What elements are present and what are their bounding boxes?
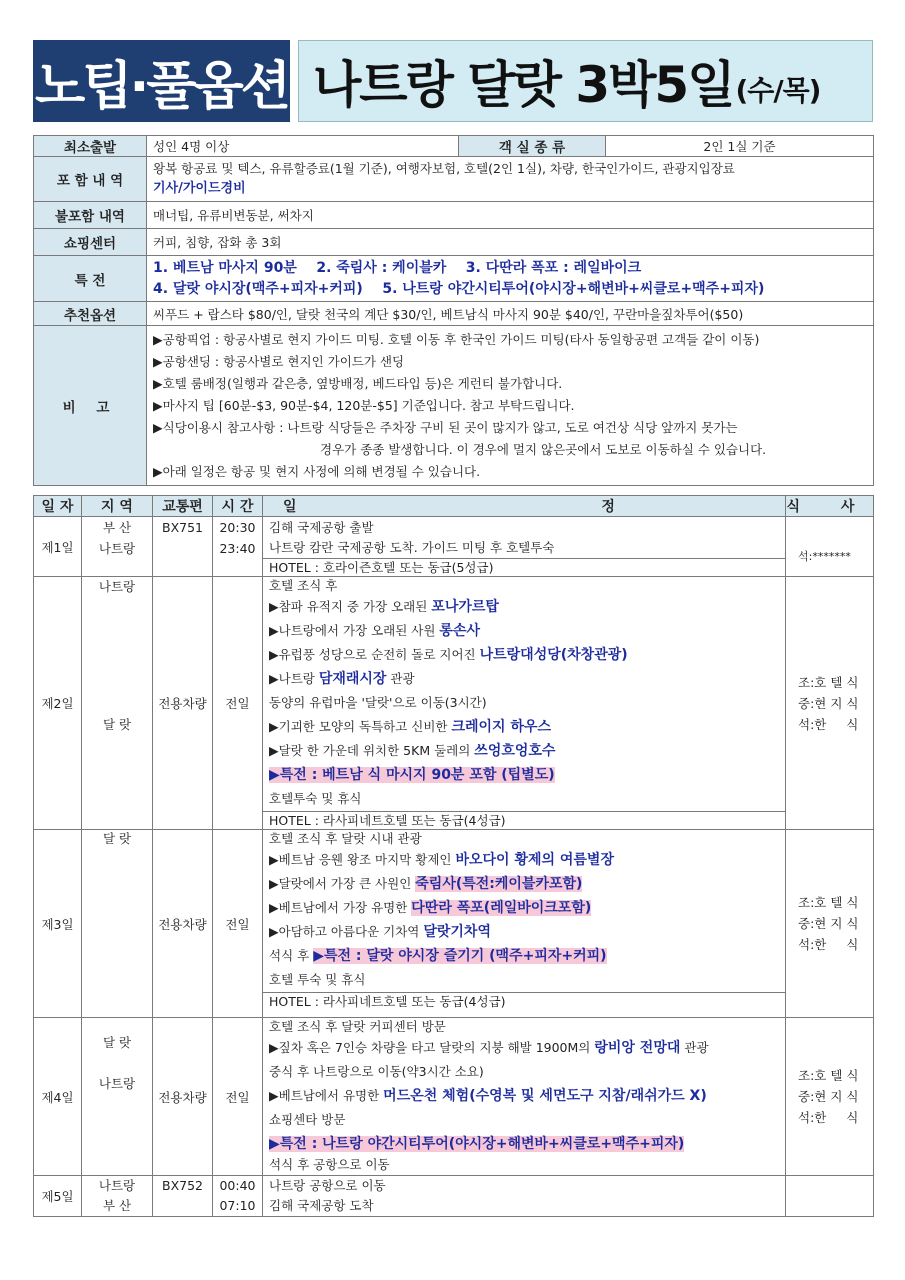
tour-title	[298, 40, 873, 122]
note-line: ▶아래 일정은 항공 및 현지 사정에 의해 변경될 수 있습니다.	[153, 463, 481, 479]
itinerary-line	[269, 944, 779, 968]
day-meal	[786, 1018, 874, 1176]
itinerary-line: 나트랑 공항으로 이동	[269, 1178, 386, 1193]
itinerary-line: 나트랑 캄란 국제공항 도착. 가이드 미팅 후 호텔투숙	[269, 540, 555, 555]
day-itinerary	[263, 577, 786, 830]
time: 20:30	[219, 520, 256, 535]
highlight: 나트랑대성당(차창관광)	[479, 647, 628, 663]
day-row	[34, 517, 874, 577]
special-highlight: ▶특전 : 나트랑 야간시티투어(야시장+해변바+씨클로+맥주+피자)	[269, 1136, 685, 1152]
day-region	[82, 1018, 153, 1176]
day-meal	[786, 1176, 874, 1217]
day-time	[213, 517, 263, 577]
highlight: 바오다이 황제의 여름별장	[455, 852, 614, 868]
itinerary-line: 쇼핑센타 방문	[269, 1112, 346, 1127]
day-transport: BX751	[153, 517, 213, 577]
col-meal	[786, 496, 874, 517]
note-line: ▶식당이용시 참고사항 : 나트랑 식당들은 주차장 구비 된 곳이 많지가 않고, 도로 여건상 식당 앞까지 못가는	[153, 419, 738, 435]
meal: 중:현 지 식	[798, 916, 859, 931]
day-time: 전일	[213, 1018, 263, 1176]
text: ▶짚차 혹은 7인승 차량을 타고 달랏의 지붕 해발 1900M의	[269, 1040, 595, 1055]
option-label: 추천옵션	[34, 302, 147, 326]
included-value	[147, 157, 874, 202]
special-highlight: ▶특전 : 달랏 야시장 즐기기 (맥주+피자+커피)	[313, 948, 607, 964]
room-type-label: 객 실 종 류	[459, 136, 606, 157]
region: 달 랏	[102, 1035, 132, 1050]
included-extra: 기사/가이드경비	[153, 181, 246, 196]
col-itinerary	[263, 496, 786, 517]
meal: 중:현 지 식	[798, 1089, 859, 1104]
time: 23:40	[219, 541, 256, 556]
text: 관광	[680, 1040, 709, 1055]
highlight: 크레이지 하우스	[451, 719, 552, 735]
highlight: 달랏기차역	[423, 924, 491, 940]
itinerary-line	[269, 848, 779, 872]
day-row	[34, 1018, 874, 1176]
day-transport: BX752	[153, 1176, 213, 1217]
region: 나트랑	[98, 1076, 136, 1091]
shopping-value: 커피, 침향, 잡화 총 3회	[147, 229, 874, 256]
text: ▶참파 유적지 중 가장 오래된	[269, 599, 432, 614]
col-region: 지 역	[82, 496, 153, 517]
itinerary-line	[269, 1132, 779, 1156]
included-text: 왕복 항공료 및 텍스, 유류할증료(1월 기준), 여행자보험, 호텔(2인 1실), 차량, 한국인가이드, 관광지입장료	[153, 161, 735, 176]
highlight: 롱손사	[439, 623, 480, 639]
day-meal: 석:*******	[786, 517, 874, 577]
itinerary-line	[269, 715, 779, 739]
min-departure-label: 최소출발	[34, 136, 147, 157]
meal: 석:한 식	[798, 716, 859, 732]
special-line: 4. 달랏 야시장(맥주+피자+커피) 5. 나트랑 야간시티투어(야시장+해변바+씨클로+맥주+피자)	[153, 280, 765, 297]
day-label: 제3일	[34, 830, 82, 1018]
col-meal-text: 식 사	[786, 499, 873, 515]
region: 달 랏	[102, 717, 132, 732]
region: 나트랑	[98, 579, 136, 594]
day-label: 제1일	[34, 517, 82, 577]
text: ▶베트남에서 유명한	[269, 1088, 384, 1103]
note-line: 경우가 종종 발생합니다. 이 경우에 멀지 않은곳에서 도보로 이동하실 수 있습니다.	[320, 441, 767, 457]
day-meal	[786, 577, 874, 830]
highlight: 랑비앙 전망대	[594, 1040, 681, 1056]
text: 석식 후	[269, 948, 314, 963]
region: 부 산	[102, 1198, 132, 1213]
itinerary-line	[269, 619, 779, 643]
day-time: 전일	[213, 577, 263, 830]
time: 07:10	[219, 1198, 256, 1213]
itinerary-line: 호텔투숙 및 휴식	[269, 791, 362, 806]
col-transport: 교통편	[153, 496, 213, 517]
min-departure-value: 성인 4명 이상	[147, 136, 459, 157]
notes-value	[147, 326, 874, 486]
itinerary-line	[269, 896, 779, 920]
day-row	[34, 577, 874, 830]
shopping-label: 쇼핑센터	[34, 229, 147, 256]
room-type-value: 2인 1실 기준	[606, 136, 874, 157]
text: ▶기괴한 모양의 독특하고 신비한	[269, 719, 452, 734]
special-highlight: ▶특전 : 베트남 식 마시지 90분 포함 (팁별도)	[269, 767, 555, 783]
schedule-table	[33, 495, 874, 1217]
day-transport: 전용차량	[153, 1018, 213, 1176]
meal: 조:호 텔 식	[798, 674, 859, 690]
day-transport: 전용차량	[153, 830, 213, 1018]
day-itinerary	[263, 517, 786, 577]
day-region	[82, 517, 153, 577]
text: ▶베트남 응웬 왕조 마지막 황제인	[269, 852, 456, 867]
day-row	[34, 830, 874, 1018]
day-row	[34, 1176, 874, 1217]
itinerary-line	[269, 1084, 779, 1108]
day-label: 제4일	[34, 1018, 82, 1176]
day-itinerary	[263, 1018, 786, 1176]
itinerary-line	[269, 643, 779, 667]
itinerary-line	[269, 763, 779, 787]
highlight: 다딴라 폭포(레일바이크포함)	[411, 900, 592, 916]
note-line: ▶호텔 룸배정(일행과 같은층, 옆방배정, 베드타입 등)은 게런티 불가합니다.	[153, 375, 563, 391]
itinerary-line: 호텔 투숙 및 휴식	[269, 972, 366, 987]
excluded-label: 불포함 내역	[34, 202, 147, 229]
day-transport: 전용차량	[153, 577, 213, 830]
special-line: 1. 베트남 마사지 90분 2. 죽림사 : 케이블카 3. 다딴라 폭포 : 레일바이크	[153, 259, 642, 276]
note-line: ▶공항샌딩 : 항공사별로 현지인 가이드가 샌딩	[153, 353, 405, 369]
highlight: 쓰엉흐엉호수	[474, 743, 556, 759]
highlight: 머드온천 체험(수영복 및 세면도구 지참/래쉬가드 X)	[383, 1088, 707, 1104]
note-line: ▶공항픽업 : 항공사별로 현지 가이드 미팅. 호텔 이동 후 한국인 가이드 미팅(타사 동일항공편 고객들 같이 이동)	[153, 331, 760, 347]
highlight: 죽림사(특전:케이블카포함)	[415, 876, 583, 892]
itinerary-line	[269, 1036, 779, 1060]
region: 나트랑	[98, 541, 136, 556]
title-main: 나트랑 달랏 3박5일	[313, 56, 734, 114]
itinerary-line: 호텔 조식 후 달랏 시내 관광	[269, 831, 422, 846]
region: 부 산	[102, 520, 132, 535]
day-meal	[786, 830, 874, 1018]
text: ▶나트랑	[269, 671, 319, 686]
tour-badge: 노팁·풀옵션	[33, 40, 290, 122]
title-days: (수/목)	[735, 74, 821, 107]
text: ▶달랏 한 가운데 위치한 5KM 둘레의	[269, 743, 475, 758]
day-itinerary	[263, 1176, 786, 1217]
meal: 중:현 지 식	[798, 695, 859, 711]
text: ▶아담하고 아름다운 기차역	[269, 924, 424, 939]
itinerary-line: 호텔 조식 후	[269, 578, 338, 593]
day-region	[82, 577, 153, 830]
region: 나트랑	[98, 1178, 136, 1193]
highlight: 포나가르탑	[431, 599, 499, 615]
option-value: 씨푸드 + 랍스타 $80/인, 달랏 천국의 계단 $30/인, 베트남식 마사지 90분 $40/인, 꾸란마을짚차투어($50)	[147, 302, 874, 326]
day-region	[82, 1176, 153, 1217]
day-time: 전일	[213, 830, 263, 1018]
day-label: 제2일	[34, 577, 82, 830]
itinerary-line	[269, 920, 779, 944]
info-table	[33, 135, 874, 486]
text: ▶유럽풍 성당으로 순전히 돌로 지어진	[269, 647, 480, 662]
notes-label	[34, 326, 147, 486]
text: ▶나트랑에서 가장 오래된 사원	[269, 623, 440, 638]
itinerary-line	[269, 595, 779, 619]
highlight: 담재래시장	[318, 671, 387, 687]
text: ▶달랏에서 가장 큰 사원인	[269, 876, 416, 891]
col-itinerary-text: 일 정	[283, 499, 765, 515]
notes-label-text: 비 고	[62, 399, 118, 416]
col-day: 일 자	[34, 496, 82, 517]
itinerary-line	[269, 667, 779, 691]
col-time: 시 간	[213, 496, 263, 517]
special-label: 특 전	[34, 256, 147, 302]
text: 관광	[386, 671, 415, 686]
special-value	[147, 256, 874, 302]
day-time	[213, 1176, 263, 1217]
day-itinerary	[263, 830, 786, 1018]
excluded-value: 매너팁, 유류비변동분, 써차지	[147, 202, 874, 229]
hotel-line: HOTEL : 호라이즌호텔 또는 동급(5성급)	[263, 558, 785, 576]
day-region: 달 랏	[82, 830, 153, 1018]
included-label: 포 함 내 역	[34, 157, 147, 202]
itinerary-line: 동양의 유럽마을 '달랏'으로 이동(3시간)	[269, 695, 487, 710]
meal: 조:호 텔 식	[798, 1068, 859, 1083]
meal: 석:한 식	[798, 1110, 859, 1125]
itinerary-line: 석식 후 공항으로 이동	[269, 1157, 390, 1172]
itinerary-line	[269, 872, 779, 896]
meal: 석:한 식	[798, 937, 859, 952]
hotel-line: HOTEL : 라사피네트호텔 또는 동급(4성급)	[263, 811, 785, 829]
meal: 조:호 텔 식	[798, 895, 859, 910]
note-line: ▶마사지 팁 [60분-$3, 90분-$4, 120분-$5] 기준입니다. 참고 부탁드립니다.	[153, 397, 575, 413]
itinerary-line: 김해 국제공항 도착	[269, 1198, 374, 1213]
time: 00:40	[219, 1178, 256, 1193]
hotel-line: HOTEL : 라사피네트호텔 또는 동급(4성급)	[263, 992, 785, 1010]
itinerary-line: 중식 후 나트랑으로 이동(약3시간 소요)	[269, 1064, 484, 1079]
itinerary-line: 김해 국제공항 출발	[269, 520, 374, 535]
text: ▶베트남에서 가장 유명한	[269, 900, 412, 915]
day-label: 제5일	[34, 1176, 82, 1217]
itinerary-line	[269, 739, 779, 763]
itinerary-line: 호텔 조식 후 달랏 커피센터 방문	[269, 1019, 446, 1034]
